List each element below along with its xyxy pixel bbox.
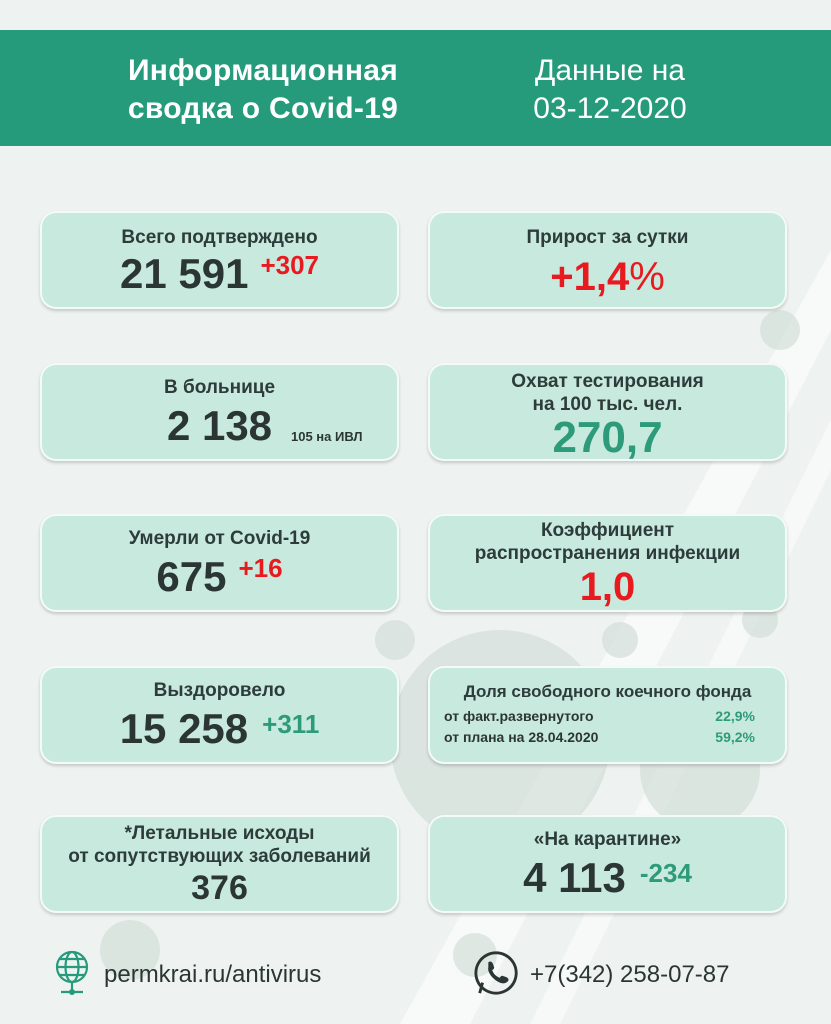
card-lethal-comorbid: [40, 815, 399, 913]
testing-label-line-1: Охват тестирования: [511, 371, 704, 392]
date-line-1: Данные на: [535, 54, 685, 87]
title-line-1: Информационная: [127, 54, 399, 87]
confirmed-delta: +307: [260, 250, 320, 280]
title-line-2: сводка о Covid-19: [127, 92, 399, 125]
card-free-beds: [428, 666, 787, 764]
beds-row-plan: [444, 729, 755, 745]
testing-label-line-2: на 100 тыс. чел.: [532, 394, 683, 415]
card-deaths: [40, 514, 399, 612]
confirmed-value: 21 591: [119, 250, 249, 297]
phone-number[interactable]: +7(342) 258-07-87: [530, 961, 730, 988]
recovered-value: 15 258: [119, 705, 249, 752]
card-spread-coefficient: [428, 514, 787, 612]
globe-icon: [52, 948, 92, 998]
coefficient-label-line-2: распространения инфекции: [474, 543, 741, 564]
card-daily-growth: [428, 211, 787, 309]
quarantine-label: «На карантине»: [533, 829, 682, 850]
beds-row-plan-value: 59,2%: [715, 729, 755, 745]
lethal-value: 376: [191, 869, 248, 907]
growth-unit: %: [629, 255, 665, 299]
beds-label: Доля свободного коечного фонда: [463, 682, 752, 701]
header-banner: [0, 30, 831, 146]
recovered-label: Выздоровело: [153, 680, 286, 701]
deaths-delta: +16: [238, 553, 283, 583]
deaths-label: Умерли от Covid-19: [128, 528, 311, 549]
ventilator-note: 105 на ИВЛ: [291, 429, 363, 444]
growth-value: +1,4: [550, 255, 630, 299]
whatsapp-phone-icon: [472, 949, 520, 997]
quarantine-delta: -234: [639, 858, 692, 888]
beds-row-actual-label: от факт.развернутого: [444, 708, 594, 724]
coefficient-label-line-1: Коэффициент: [540, 520, 675, 541]
beds-row-actual: [444, 708, 755, 724]
lethal-label-line-2: от сопутствующих заболеваний: [68, 846, 371, 867]
report-date: [490, 52, 730, 128]
card-recovered: [40, 666, 399, 764]
card-confirmed: [40, 211, 399, 309]
testing-value: 270,7: [552, 413, 663, 462]
recovered-delta: +311: [262, 709, 320, 739]
confirmed-label: Всего подтверждено: [121, 227, 318, 248]
coefficient-value: 1,0: [579, 565, 636, 609]
deaths-value: 675: [156, 553, 227, 600]
card-testing-coverage: [428, 363, 787, 461]
website-link[interactable]: permkrai.ru/antivirus: [104, 961, 322, 988]
beds-row-plan-label: от плана на 28.04.2020: [444, 729, 599, 745]
beds-row-actual-value: 22,9%: [715, 708, 755, 724]
hospital-label: В больнице: [163, 377, 276, 398]
quarantine-value: 4 113: [523, 854, 626, 901]
card-hospital: [40, 363, 399, 461]
growth-label: Прирост за сутки: [526, 227, 689, 248]
card-quarantine: [428, 815, 787, 913]
date-line-2: 03-12-2020: [533, 92, 687, 125]
lethal-label-line-1: *Летальные исходы: [124, 823, 315, 844]
hospital-value: 2 138: [166, 402, 273, 449]
page-title: [68, 52, 458, 128]
